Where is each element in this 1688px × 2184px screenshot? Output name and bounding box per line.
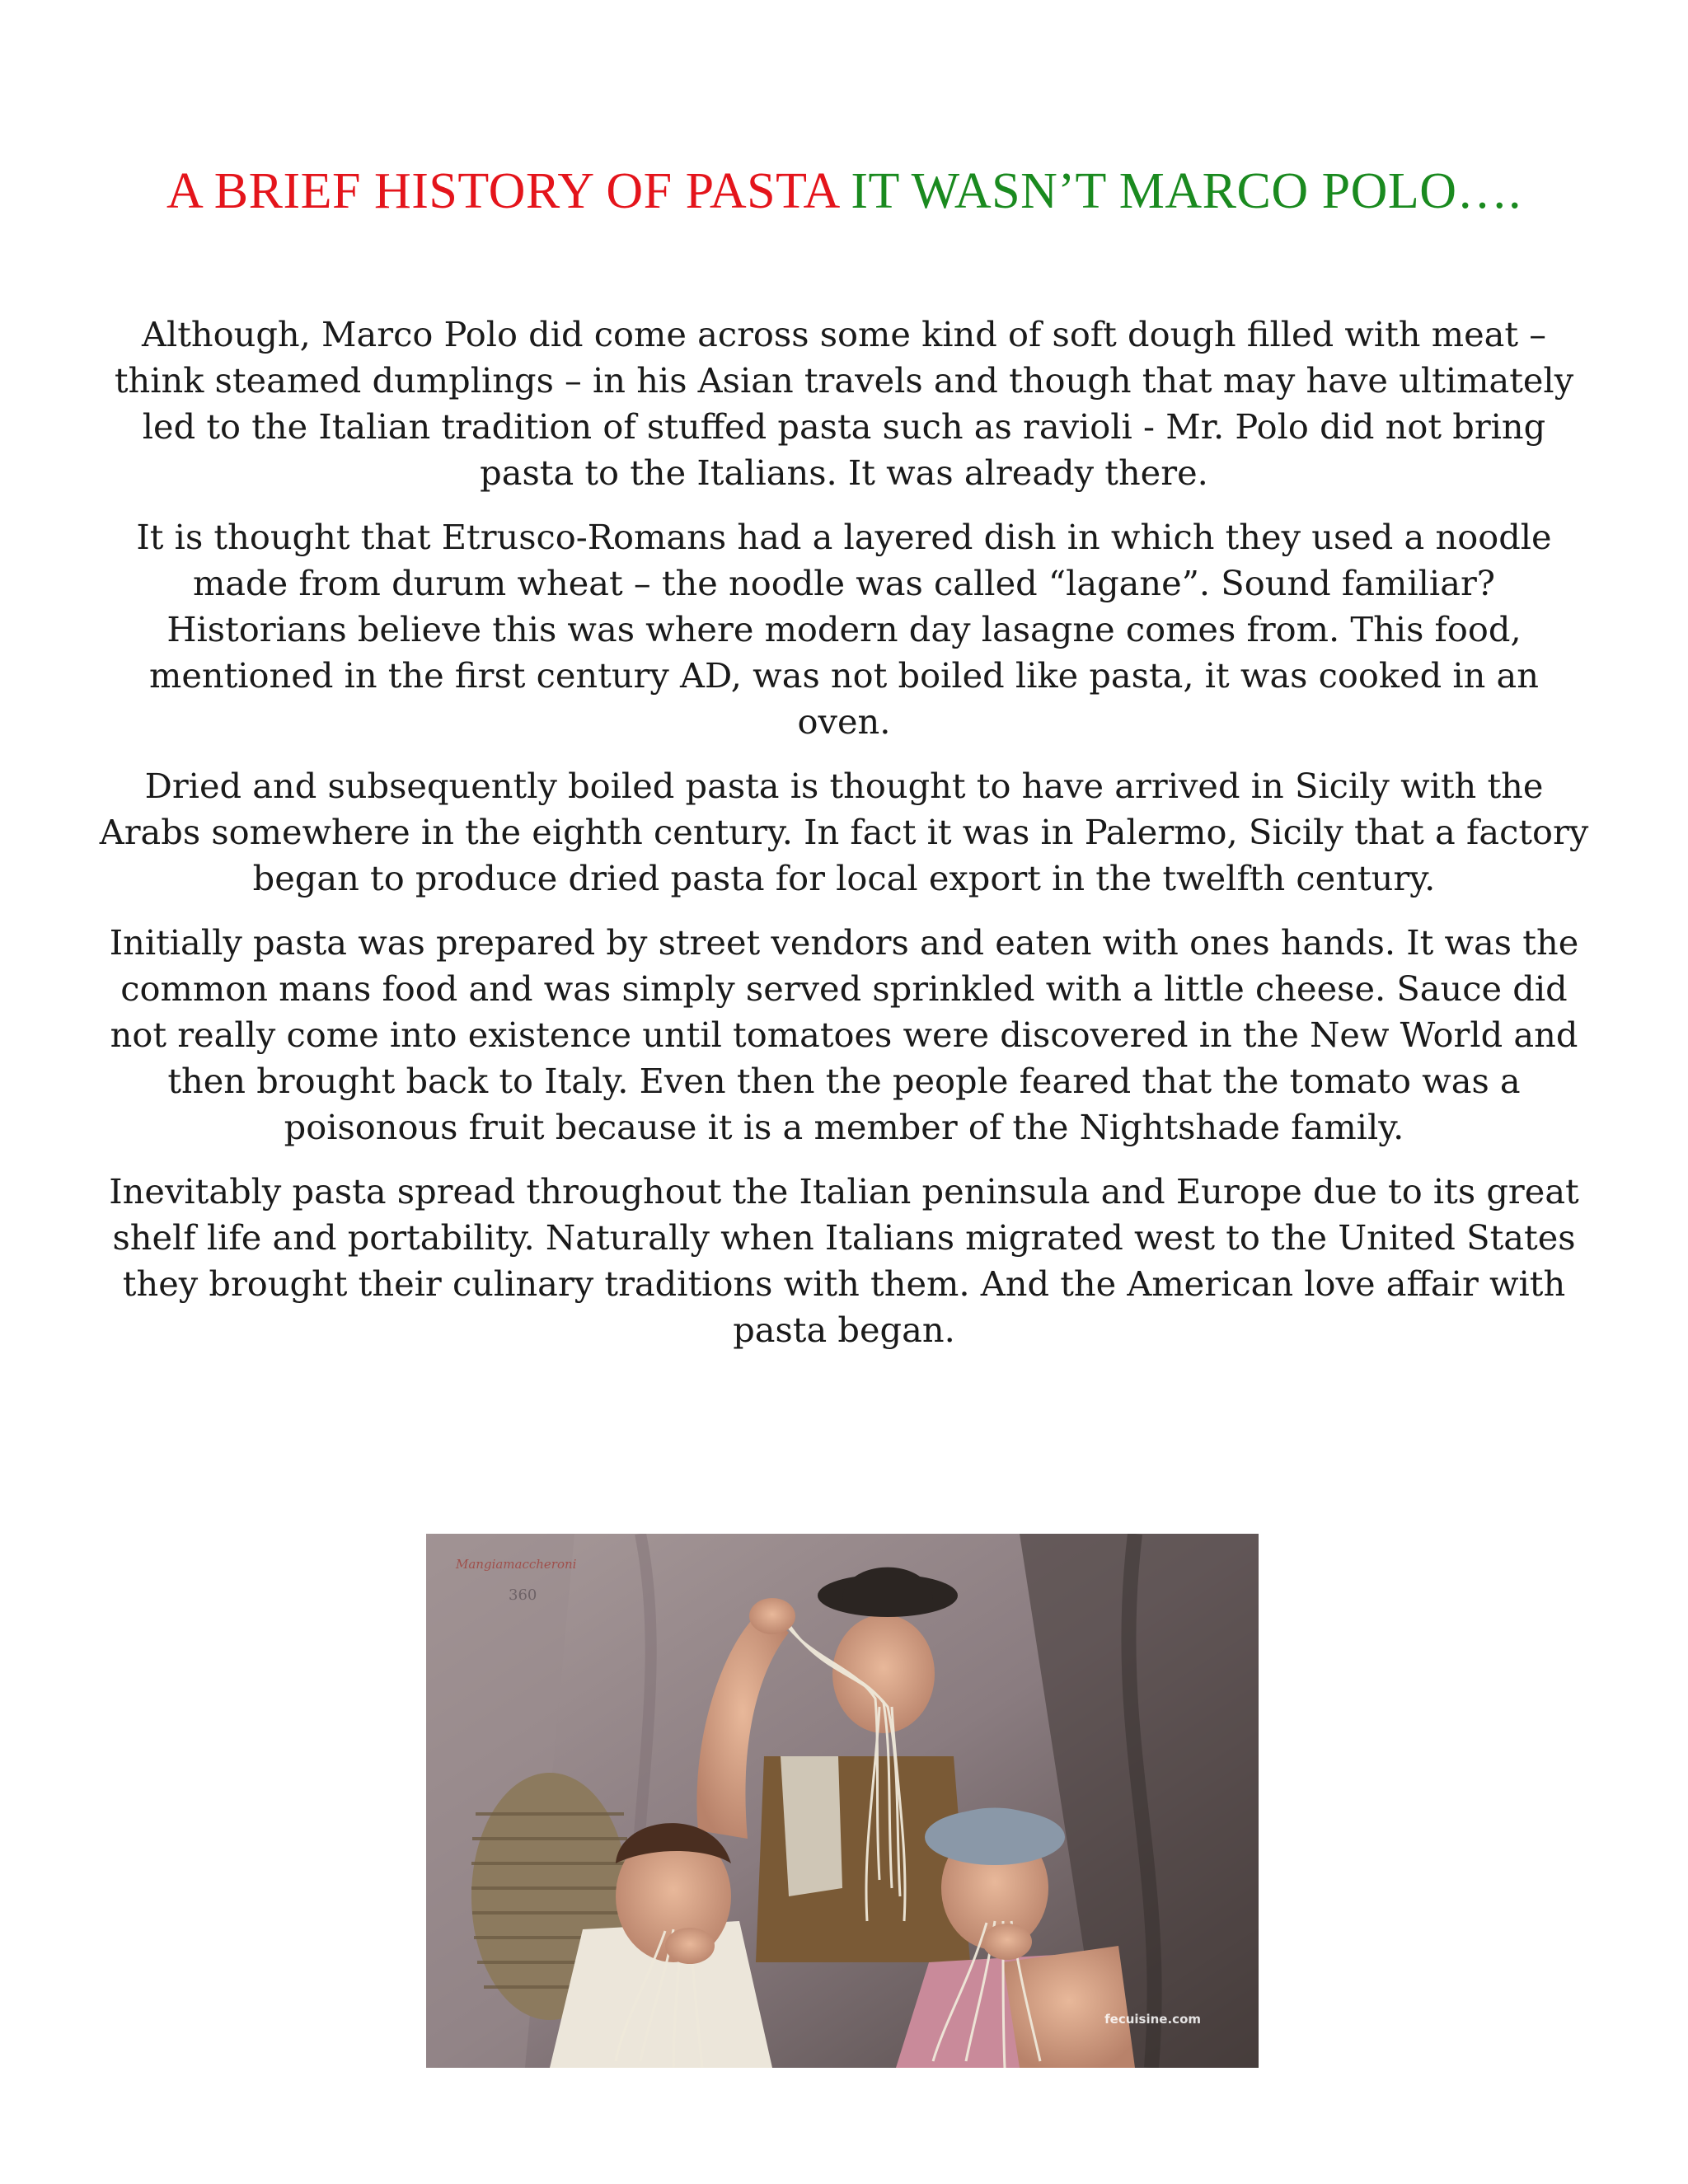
article-body <box>99 312 1589 1371</box>
photo-number: 360 <box>509 1586 537 1604</box>
photo-illustration <box>426 1534 1259 2068</box>
title-red-part: A BRIEF HISTORY OF PASTA <box>166 163 838 219</box>
paragraph-1: Although, Marco Polo did come across some kind of soft dough filled with meat – think steamed dumplings – in his Asian travels and though that may have ultimately led to the Italian tradition of stuffed pasta such as ravioli - Mr. Polo did not bring pasta to the Italians. It was already there. <box>114 314 1574 493</box>
page-title <box>124 148 1564 234</box>
paragraph-4: Initially pasta was prepared by street vendors and eaten with ones hands. It was the common mans food and was simply served sprinkled with a little cheese. Sauce did not really come into existence until tomatoes were discovered in the New World and then brought back to Italy. Even then the people feared that the tomato was a poisonous fruit because it is a member of the Nightshade family. <box>109 922 1579 1147</box>
vintage-pasta-photo <box>426 1534 1259 2068</box>
title-green-part: IT WASN’T MARCO POLO…. <box>851 163 1522 219</box>
photo-watermark: fecuisine.com <box>1104 2012 1201 2027</box>
paragraph-2: It is thought that Etrusco-Romans had a layered dish in which they used a noodle made from durum wheat – the noodle was called “lagane”. Sound familiar? Historians believe this was where modern day lasagne comes from. This food, mentioned in the first century AD, was not boiled like pasta, it was cooked in an oven. <box>136 517 1552 742</box>
paragraph-5: Inevitably pasta spread throughout the Italian peninsula and Europe due to its great shelf life and portability. Naturally when Italians migrated west to the United States they brought their culinary traditions with them. And the American love affair with pasta began. <box>109 1171 1579 1350</box>
paragraph-3: Dried and subsequently boiled pasta is thought to have arrived in Sicily with the Arabs somewhere in the eighth century. In fact it was in Palermo, Sicily that a factory began to produce dried pasta for local export in the twelfth century. <box>99 766 1589 898</box>
photo-caption: Mangiamaccheroni <box>456 1557 577 1572</box>
